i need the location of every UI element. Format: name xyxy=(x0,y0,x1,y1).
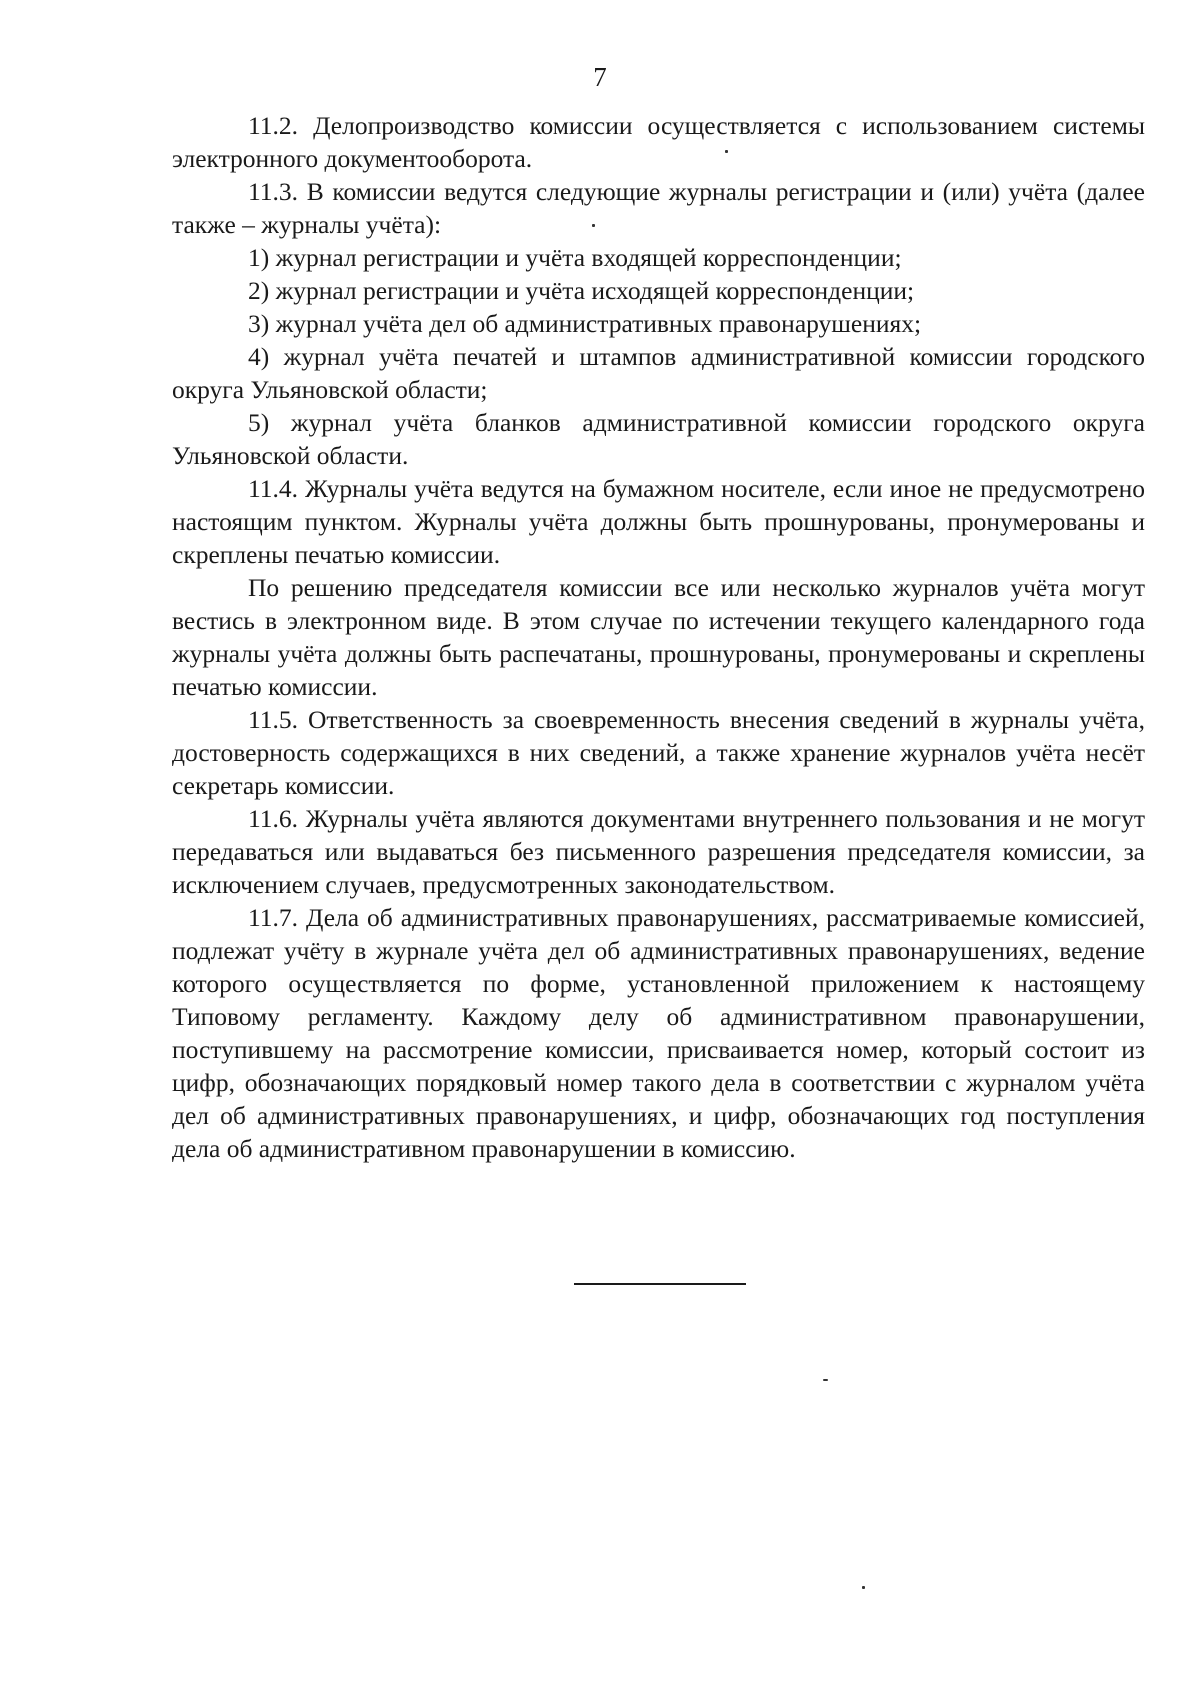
paragraph-11-2: 11.2. Делопроизводство комиссии осуществляется с использованием системы электронного документооборота. xyxy=(172,111,1145,173)
scan-speck xyxy=(725,150,728,153)
scan-speck xyxy=(862,1586,865,1589)
page-number: 7 xyxy=(593,62,607,92)
paragraph-11-6: 11.6. Журналы учёта являются документами внутреннего пользования и не могут передаваться или выдаваться без письменного разрешения председателя комиссии, за исключением случаев, предусмотренных законодательством. xyxy=(172,804,1145,899)
list-item-3: 3) журнал учёта дел об административных правонарушениях; xyxy=(248,309,922,338)
paragraph-11-7: 11.7. Дела об административных правонарушениях, рассматриваемые комиссией, подлежат учёту в журнале учёта дел об административных правонарушениях, ведение которого осуществляется по форме, установленной приложением к настоящему Типовому регламенту. Каждому делу об административном правонарушении, поступившему на рассмотрение комиссии, присваивается номер, который состоит из цифр, обозначающих порядковый номер такого дела в соответствии с журналом учёта дел об административных правонарушениях, и цифр, обозначающих год поступления дела об административном правонарушении в комиссию. xyxy=(172,903,1145,1163)
paragraph-11-3: 11.3. В комиссии ведутся следующие журналы регистрации и (или) учёта (далее также – журналы учёта): xyxy=(172,177,1145,239)
scan-speck xyxy=(592,224,595,227)
paragraph-11-5: 11.5. Ответственность за своевременность внесения сведений в журналы учёта, достоверность содержащихся в них сведений, а также хранение журналов учёта несёт секретарь комиссии. xyxy=(172,705,1145,800)
list-item-5: 5) журнал учёта бланков административной комиссии городского округа Ульяновской области. xyxy=(172,408,1145,470)
list-item-1: 1) журнал регистрации и учёта входящей корреспонденции; xyxy=(248,243,902,272)
end-of-text-rule xyxy=(574,1283,746,1285)
paragraph-11-4: 11.4. Журналы учёта ведутся на бумажном носителе, если иное не предусмотрено настоящим пунктом. Журналы учёта должны быть прошнурованы, пронумерованы и скреплены печатью комиссии. xyxy=(172,474,1145,569)
scan-speck xyxy=(823,1379,828,1381)
list-item-2: 2) журнал регистрации и учёта исходящей корреспонденции; xyxy=(248,276,915,305)
document-body xyxy=(172,109,1145,1165)
list-item-4: 4) журнал учёта печатей и штампов административной комиссии городского округа Ульяновской области; xyxy=(172,342,1145,404)
paragraph-11-4-continued: По решению председателя комиссии все или несколько журналов учёта могут вестись в электронном виде. В этом случае по истечении текущего календарного года журналы учёта должны быть распечатаны, прошнурованы, пронумерованы и скреплены печатью комиссии. xyxy=(172,573,1145,701)
